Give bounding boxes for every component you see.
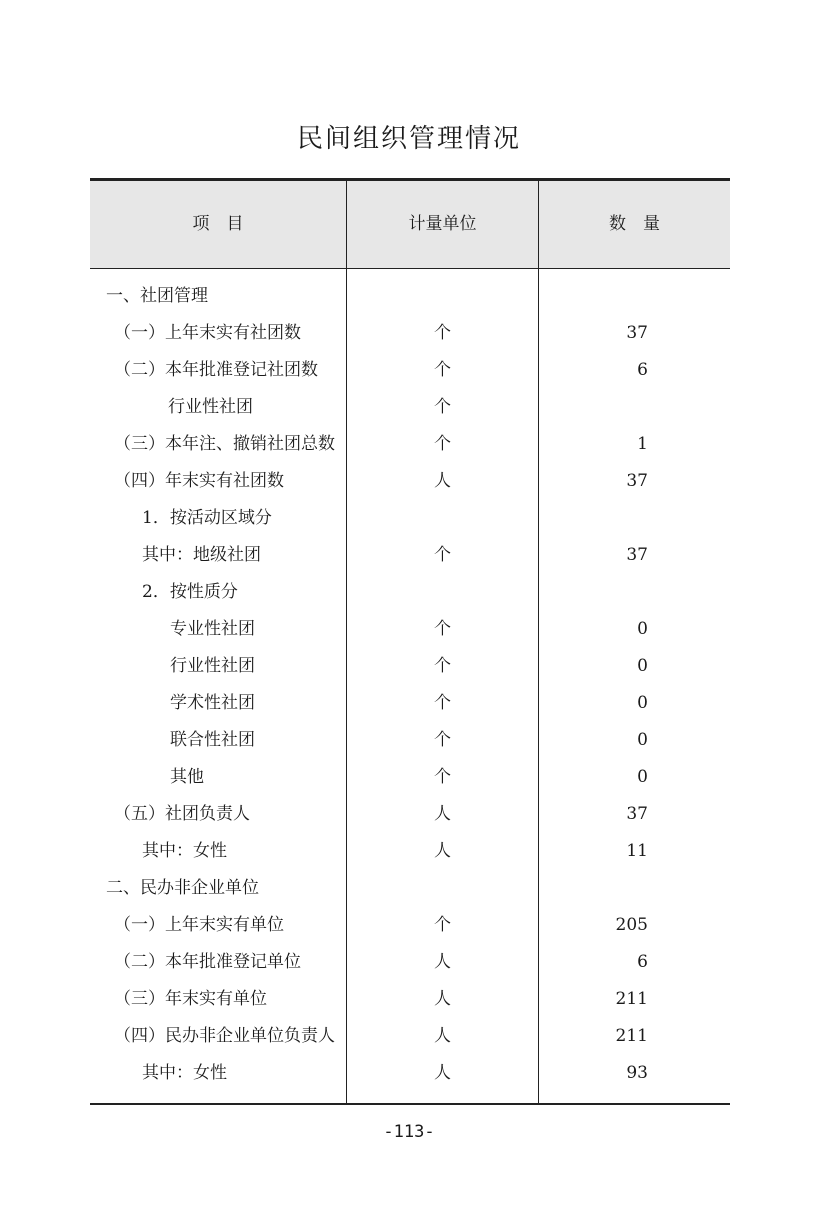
row-unit: 个 [434,730,451,750]
row-item-label: （五）社团负责人 [114,804,250,824]
row-value: 11 [626,841,648,861]
table-row [90,1055,730,1092]
row-item-label: （二）本年批准登记社团数 [114,360,318,380]
row-value: 37 [626,804,648,824]
row-unit: 个 [434,360,451,380]
row-value [539,500,648,537]
row-unit [347,500,538,537]
row-item-label: 其中：女性 [142,1063,227,1083]
row-item-label: 二、民办非企业单位 [106,878,259,898]
row-item-label: （四）年末实有社团数 [114,471,284,491]
row-value: 211 [615,989,648,1009]
row-item-label: 一、社团管理 [106,286,208,306]
table-row [90,352,730,389]
statistics-table [90,178,730,1105]
header-value: 数 量 [609,214,660,234]
row-unit [347,870,538,907]
row-item-label: 1．按活动区域分 [142,508,272,528]
row-item-label: 2．按性质分 [142,582,238,602]
header-unit: 计量单位 [408,214,477,234]
table-row [90,981,730,1018]
table-body [90,278,730,1092]
row-unit: 人 [434,1026,451,1046]
row-item-label: 学术性社团 [170,693,255,713]
row-item-label: （一）上年末实有社团数 [114,323,301,343]
row-item-label: 其中：女性 [142,841,227,861]
table-row [90,278,730,315]
row-unit: 个 [434,545,451,565]
table-row [90,537,730,574]
table-row [90,685,730,722]
table-row [90,315,730,352]
row-value: 205 [615,915,648,935]
row-unit: 个 [434,434,451,454]
row-value [539,278,648,315]
row-value: 0 [637,730,648,750]
row-item-label: 联合性社团 [170,730,255,750]
row-unit: 人 [434,952,451,972]
row-unit: 人 [434,1063,451,1083]
row-unit [347,278,538,315]
row-unit: 个 [434,619,451,639]
row-item-label: 行业性社团 [170,656,255,676]
row-value [539,870,648,907]
table-row [90,389,730,426]
table-row [90,944,730,981]
row-item-label: （四）民办非企业单位负责人 [114,1026,335,1046]
row-unit: 个 [434,323,451,343]
row-value: 0 [637,656,648,676]
table-row [90,722,730,759]
row-unit: 人 [434,989,451,1009]
table-row [90,463,730,500]
row-item-label: 其中：地级社团 [142,545,261,565]
row-item-label: （三）年末实有单位 [114,989,267,1009]
row-item-label: （一）上年末实有单位 [114,915,284,935]
row-value: 37 [626,471,648,491]
row-item-label: 专业性社团 [170,619,255,639]
row-unit: 人 [434,471,451,491]
row-unit [347,574,538,611]
row-item-label: （二）本年批准登记单位 [114,952,301,972]
table-row [90,833,730,870]
row-unit: 个 [434,656,451,676]
table-row [90,426,730,463]
row-unit: 个 [434,693,451,713]
row-value [539,389,648,426]
table-header [90,181,730,269]
row-item-label: 行业性社团 [168,397,253,417]
table-row [90,870,730,907]
table-row [90,796,730,833]
row-item-label: （三）本年注、撤销社团总数 [114,434,335,454]
row-item-label: 其他 [170,767,204,787]
row-value: 0 [637,693,648,713]
row-value: 211 [615,1026,648,1046]
row-value: 0 [637,619,648,639]
page-number: -113- [383,1122,435,1142]
table-row [90,759,730,796]
table-row [90,611,730,648]
table-row [90,907,730,944]
table-row [90,1018,730,1055]
table-row [90,574,730,611]
row-unit: 个 [434,397,451,417]
row-unit: 人 [434,804,451,824]
table-row [90,648,730,685]
row-value: 37 [626,545,648,565]
row-unit: 个 [434,767,451,787]
row-value: 6 [637,952,648,972]
row-value [539,574,648,611]
page-title: 民间组织管理情况 [296,124,521,154]
header-item: 项 目 [192,214,244,234]
row-unit: 个 [434,915,451,935]
table-row [90,500,730,537]
row-value: 6 [637,360,648,380]
row-value: 93 [626,1063,648,1083]
row-value: 37 [626,323,648,343]
row-value: 1 [637,434,648,454]
row-unit: 人 [434,841,451,861]
row-value: 0 [637,767,648,787]
